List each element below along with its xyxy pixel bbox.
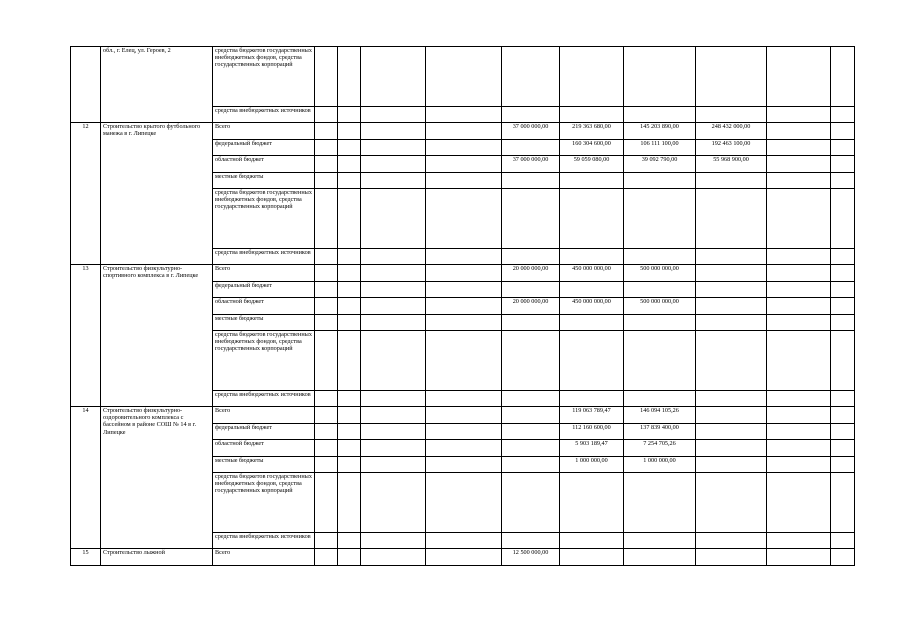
amount-cell	[696, 440, 767, 457]
table-row	[71, 407, 879, 424]
funding-source: местные бюджеты	[213, 456, 315, 473]
empty-cell	[361, 172, 426, 189]
empty-cell	[426, 331, 502, 391]
empty-cell	[426, 407, 502, 424]
budget-table	[70, 46, 879, 566]
empty-cell	[831, 156, 855, 173]
empty-cell	[426, 139, 502, 156]
empty-cell	[315, 123, 338, 140]
amount-cell	[767, 156, 831, 173]
empty-cell	[361, 123, 426, 140]
empty-cell	[315, 172, 338, 189]
empty-cell	[338, 391, 361, 407]
amount-cell: 112 160 600,00	[560, 423, 624, 440]
empty-cell	[338, 107, 361, 123]
empty-cell	[426, 107, 502, 123]
funding-source: федеральный бюджет	[213, 423, 315, 440]
empty-cell	[426, 440, 502, 457]
empty-cell	[426, 298, 502, 315]
empty-cell	[426, 47, 502, 107]
empty-cell	[831, 298, 855, 315]
row-number: 15	[71, 549, 101, 566]
empty-cell	[338, 440, 361, 457]
funding-source: средства бюджетов государственных внебюджетных фондов, средства государственных корпораций	[213, 189, 315, 249]
table-row	[71, 549, 879, 566]
amount-cell	[502, 47, 560, 107]
amount-cell: 106 111 100,00	[624, 139, 696, 156]
empty-cell	[361, 47, 426, 107]
amount-cell	[502, 423, 560, 440]
amount-cell: 37 000 000,00	[502, 123, 560, 140]
empty-cell	[361, 423, 426, 440]
amount-cell	[696, 473, 767, 533]
amount-cell	[560, 47, 624, 107]
empty-cell	[338, 139, 361, 156]
empty-cell	[831, 314, 855, 331]
empty-cell	[315, 473, 338, 533]
amount-cell	[502, 189, 560, 249]
empty-cell	[338, 281, 361, 298]
empty-cell	[315, 189, 338, 249]
empty-cell	[426, 281, 502, 298]
amount-cell: 146 094 105,26	[624, 407, 696, 424]
amount-cell: 145 203 890,00	[624, 123, 696, 140]
empty-cell	[361, 249, 426, 265]
amount-cell: 55 968 900,00	[696, 156, 767, 173]
empty-cell	[831, 440, 855, 457]
empty-cell	[831, 423, 855, 440]
empty-cell	[831, 281, 855, 298]
project-name: Строительство физкультурно-спортивного комплекса в г. Липецке	[101, 265, 213, 407]
project-name: Строительство крытого футбольного манежа в г. Липецке	[101, 123, 213, 265]
amount-cell	[696, 331, 767, 391]
empty-cell	[361, 139, 426, 156]
empty-cell	[315, 423, 338, 440]
amount-cell	[767, 298, 831, 315]
amount-cell	[696, 456, 767, 473]
amount-cell	[560, 281, 624, 298]
amount-cell	[560, 249, 624, 265]
amount-cell	[767, 281, 831, 298]
amount-cell	[560, 391, 624, 407]
amount-cell	[767, 139, 831, 156]
amount-cell: 7 254 705,26	[624, 440, 696, 457]
amount-cell: 37 000 000,00	[502, 156, 560, 173]
empty-cell	[338, 172, 361, 189]
empty-cell	[426, 314, 502, 331]
amount-cell	[767, 314, 831, 331]
empty-cell	[361, 265, 426, 282]
amount-cell	[696, 407, 767, 424]
amount-cell: 20 000 000,00	[502, 298, 560, 315]
empty-cell	[361, 189, 426, 249]
empty-cell	[831, 123, 855, 140]
amount-cell: 20 000 000,00	[502, 265, 560, 282]
amount-cell	[502, 314, 560, 331]
funding-source: средства внебюджетных источников	[213, 249, 315, 265]
amount-cell	[767, 549, 831, 566]
empty-cell	[361, 533, 426, 549]
funding-source: местные бюджеты	[213, 172, 315, 189]
amount-cell	[624, 391, 696, 407]
amount-cell	[696, 281, 767, 298]
amount-cell	[624, 107, 696, 123]
empty-cell	[315, 456, 338, 473]
amount-cell: 500 000 000,00	[624, 298, 696, 315]
empty-cell	[426, 172, 502, 189]
empty-cell	[426, 423, 502, 440]
empty-cell	[315, 265, 338, 282]
empty-cell	[315, 314, 338, 331]
empty-cell	[426, 456, 502, 473]
amount-cell	[502, 456, 560, 473]
amount-cell	[560, 172, 624, 189]
empty-cell	[338, 314, 361, 331]
amount-cell	[696, 423, 767, 440]
amount-cell	[767, 407, 831, 424]
empty-cell	[831, 139, 855, 156]
amount-cell	[560, 533, 624, 549]
amount-cell	[767, 107, 831, 123]
amount-cell	[696, 314, 767, 331]
empty-cell	[831, 172, 855, 189]
funding-source: Всего	[213, 549, 315, 566]
amount-cell	[767, 423, 831, 440]
funding-source: средства бюджетов государственных внебюджетных фондов, средства государственных корпораций	[213, 473, 315, 533]
project-name: обл., г. Елец, ул. Героев, 2	[101, 47, 213, 123]
amount-cell	[502, 172, 560, 189]
amount-cell	[502, 473, 560, 533]
row-number: 12	[71, 123, 101, 265]
amount-cell	[767, 189, 831, 249]
amount-cell	[696, 298, 767, 315]
empty-cell	[338, 156, 361, 173]
empty-cell	[338, 456, 361, 473]
empty-cell	[361, 473, 426, 533]
amount-cell	[767, 533, 831, 549]
empty-cell	[338, 265, 361, 282]
amount-cell	[624, 281, 696, 298]
empty-cell	[338, 298, 361, 315]
empty-cell	[426, 123, 502, 140]
empty-cell	[361, 156, 426, 173]
amount-cell	[696, 249, 767, 265]
empty-cell	[315, 533, 338, 549]
amount-cell: 160 304 600,00	[560, 139, 624, 156]
amount-cell	[767, 440, 831, 457]
amount-cell	[696, 533, 767, 549]
empty-cell	[831, 456, 855, 473]
funding-source: областной бюджет	[213, 156, 315, 173]
empty-cell	[361, 407, 426, 424]
empty-cell	[338, 549, 361, 566]
amount-cell	[767, 265, 831, 282]
amount-cell: 137 839 400,00	[624, 423, 696, 440]
project-name: Строительство физкультурно-оздоровительного комплекса с бассейном в районе СОШ № 14 в г. Липецке	[101, 407, 213, 549]
amount-cell	[502, 533, 560, 549]
funding-source: областной бюджет	[213, 298, 315, 315]
amount-cell: 1 000 000,00	[560, 456, 624, 473]
table-row	[71, 265, 879, 282]
amount-cell: 59 059 080,00	[560, 156, 624, 173]
empty-cell	[831, 249, 855, 265]
row-number-cell	[71, 47, 101, 123]
amount-cell	[767, 47, 831, 107]
amount-cell	[624, 549, 696, 566]
empty-cell	[831, 473, 855, 533]
empty-cell	[426, 533, 502, 549]
funding-source: средства бюджетов государственных внебюджетных фондов, средства государственных корпораций	[213, 47, 315, 107]
empty-cell	[831, 265, 855, 282]
funding-source: средства внебюджетных источников	[213, 391, 315, 407]
amount-cell	[624, 533, 696, 549]
amount-cell	[502, 107, 560, 123]
amount-cell: 1 000 000,00	[624, 456, 696, 473]
amount-cell: 450 000 000,00	[560, 265, 624, 282]
amount-cell	[502, 440, 560, 457]
empty-cell	[361, 440, 426, 457]
empty-cell	[315, 107, 338, 123]
amount-cell	[502, 407, 560, 424]
amount-cell	[624, 172, 696, 189]
project-name: Строительство лыжной	[101, 549, 213, 566]
funding-source: областной бюджет	[213, 440, 315, 457]
empty-cell	[315, 331, 338, 391]
amount-cell	[767, 456, 831, 473]
empty-cell	[315, 139, 338, 156]
empty-cell	[426, 189, 502, 249]
amount-cell: 450 000 000,00	[560, 298, 624, 315]
funding-source: Всего	[213, 265, 315, 282]
empty-cell	[338, 423, 361, 440]
amount-cell	[696, 265, 767, 282]
amount-cell: 5 903 189,47	[560, 440, 624, 457]
funding-source: федеральный бюджет	[213, 281, 315, 298]
amount-cell	[502, 249, 560, 265]
funding-source: средства внебюджетных источников	[213, 107, 315, 123]
amount-cell	[502, 139, 560, 156]
amount-cell	[696, 172, 767, 189]
empty-cell	[361, 456, 426, 473]
empty-cell	[361, 298, 426, 315]
empty-cell	[315, 440, 338, 457]
empty-cell	[426, 549, 502, 566]
budget-table-body	[71, 47, 879, 566]
table-row	[71, 123, 879, 140]
amount-cell	[560, 331, 624, 391]
amount-cell	[560, 107, 624, 123]
funding-source: Всего	[213, 407, 315, 424]
table-row	[71, 47, 879, 107]
empty-cell	[361, 281, 426, 298]
amount-cell	[767, 473, 831, 533]
empty-cell	[338, 533, 361, 549]
amount-cell	[502, 331, 560, 391]
amount-cell	[767, 172, 831, 189]
amount-cell	[767, 331, 831, 391]
empty-cell	[338, 47, 361, 107]
empty-cell	[426, 265, 502, 282]
empty-cell	[315, 407, 338, 424]
empty-cell	[361, 331, 426, 391]
amount-cell	[624, 473, 696, 533]
empty-cell	[315, 391, 338, 407]
amount-cell: 219 363 680,00	[560, 123, 624, 140]
empty-cell	[338, 407, 361, 424]
amount-cell	[624, 47, 696, 107]
empty-cell	[315, 249, 338, 265]
amount-cell	[560, 473, 624, 533]
amount-cell: 192 463 100,00	[696, 139, 767, 156]
amount-cell: 12 500 000,00	[502, 549, 560, 566]
empty-cell	[338, 473, 361, 533]
empty-cell	[831, 549, 855, 566]
amount-cell: 500 000 000,00	[624, 265, 696, 282]
empty-cell	[361, 314, 426, 331]
empty-cell	[426, 249, 502, 265]
amount-cell	[560, 549, 624, 566]
funding-source: средства бюджетов государственных внебюджетных фондов, средства государственных корпораций	[213, 331, 315, 391]
amount-cell	[560, 314, 624, 331]
empty-cell	[361, 107, 426, 123]
amount-cell	[767, 391, 831, 407]
empty-cell	[831, 533, 855, 549]
empty-cell	[831, 107, 855, 123]
amount-cell	[696, 391, 767, 407]
empty-cell	[315, 156, 338, 173]
empty-cell	[831, 189, 855, 249]
amount-cell	[767, 249, 831, 265]
funding-source: местные бюджеты	[213, 314, 315, 331]
empty-cell	[315, 298, 338, 315]
amount-cell	[560, 189, 624, 249]
row-number: 14	[71, 407, 101, 549]
funding-source: средства внебюджетных источников	[213, 533, 315, 549]
empty-cell	[361, 391, 426, 407]
empty-cell	[361, 549, 426, 566]
empty-cell	[315, 47, 338, 107]
empty-cell	[315, 549, 338, 566]
amount-cell	[502, 391, 560, 407]
empty-cell	[831, 391, 855, 407]
amount-cell: 119 063 789,47	[560, 407, 624, 424]
empty-cell	[426, 391, 502, 407]
empty-cell	[338, 331, 361, 391]
empty-cell	[338, 189, 361, 249]
amount-cell	[696, 549, 767, 566]
row-number: 13	[71, 265, 101, 407]
amount-cell: 248 432 000,00	[696, 123, 767, 140]
amount-cell	[624, 249, 696, 265]
amount-cell	[624, 189, 696, 249]
empty-cell	[831, 331, 855, 391]
empty-cell	[831, 47, 855, 107]
amount-cell	[624, 314, 696, 331]
empty-cell	[426, 156, 502, 173]
funding-source: федеральный бюджет	[213, 139, 315, 156]
empty-cell	[315, 281, 338, 298]
funding-source: Всего	[213, 123, 315, 140]
amount-cell	[767, 123, 831, 140]
empty-cell	[831, 407, 855, 424]
amount-cell	[696, 107, 767, 123]
amount-cell: 39 092 790,00	[624, 156, 696, 173]
empty-cell	[338, 123, 361, 140]
amount-cell	[624, 331, 696, 391]
empty-cell	[426, 473, 502, 533]
amount-cell	[696, 189, 767, 249]
amount-cell	[502, 281, 560, 298]
empty-cell	[338, 249, 361, 265]
amount-cell	[696, 47, 767, 107]
